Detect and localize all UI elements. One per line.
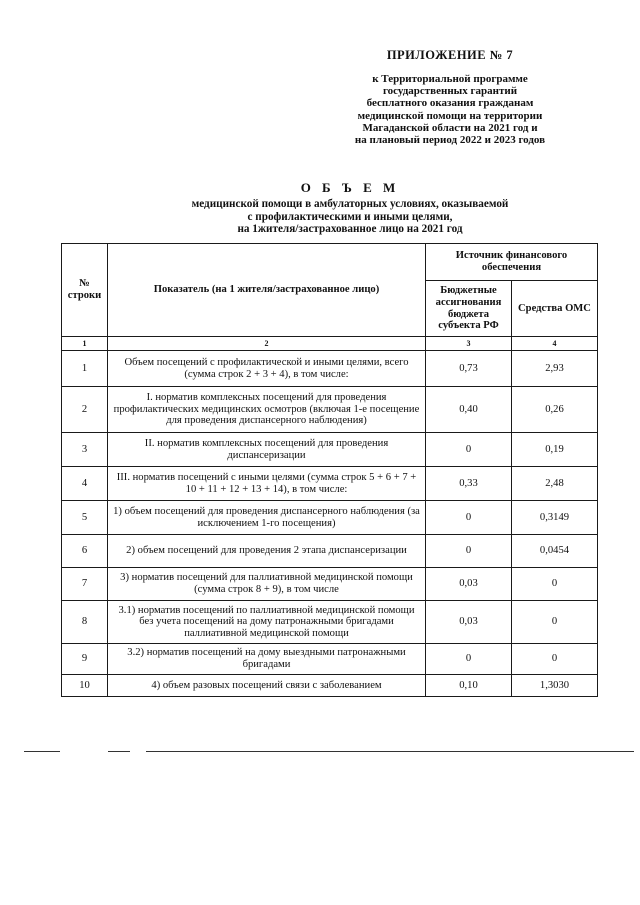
row-oms-value: 1,3030 <box>512 675 598 697</box>
row-oms-value: 0 <box>512 644 598 675</box>
appendix-block <box>300 48 600 146</box>
footer-rule <box>24 751 60 752</box>
appendix-line: бесплатного оказания гражданам <box>366 97 534 110</box>
row-number: 4 <box>62 467 108 501</box>
table-row <box>62 535 598 568</box>
row-number: 5 <box>62 501 108 535</box>
row-indicator: 2) объем посещений для проведения 2 этапа диспансеризации <box>108 535 426 568</box>
footer-rule <box>108 751 130 752</box>
row-budget-value: 0 <box>426 433 512 467</box>
row-number: 1 <box>62 351 108 387</box>
header-indicator: Показатель (на 1 жителя/застрахованное лицо) <box>108 244 426 337</box>
table-row <box>62 467 598 501</box>
row-budget-value: 0 <box>426 644 512 675</box>
row-budget-value: 0,03 <box>426 601 512 644</box>
table-row <box>62 387 598 433</box>
column-index: 2 <box>108 337 426 351</box>
row-budget-value: 0,10 <box>426 675 512 697</box>
row-indicator: 4) объем разовых посещений связи с заболеванием <box>108 675 426 697</box>
row-indicator: III. норматив посещений с иными целями (сумма строк 5 + 6 + 7 + 10 + 11 + 12 + 13 + 14), в том числе: <box>108 467 426 501</box>
header-budget: Бюджетные ассигнования бюджета субъекта РФ <box>426 281 512 337</box>
row-oms-value: 0,19 <box>512 433 598 467</box>
row-oms-value: 0 <box>512 568 598 601</box>
row-oms-value: 2,93 <box>512 351 598 387</box>
row-budget-value: 0 <box>426 535 512 568</box>
row-indicator: 3) норматив посещений для паллиативной медицинской помощи (сумма строк 8 + 9), в том числе <box>108 568 426 601</box>
header-oms: Средства ОМС <box>512 281 598 337</box>
appendix-line: Магаданской области на 2021 год и <box>362 121 538 134</box>
row-indicator: I. норматив комплексных посещений для проведения профилактических медицинских осмотров (включая 1-е посещение для проведения диспансерного наблюдения) <box>108 387 426 433</box>
row-budget-value: 0,40 <box>426 387 512 433</box>
row-number: 7 <box>62 568 108 601</box>
title-line: на 1жителя/застрахованное лицо на 2021 год <box>237 223 463 236</box>
row-number: 8 <box>62 601 108 644</box>
title-word: О Б Ъ Е М <box>300 180 400 195</box>
table-row <box>62 644 598 675</box>
table-row <box>62 501 598 535</box>
appendix-line: к Территориальной программе <box>372 73 528 85</box>
row-indicator: 3.1) норматив посещений по паллиативной медицинской помощи без учета посещений на дому патронажными бригадами паллиативной медицинской помощи <box>108 601 426 644</box>
column-index-row <box>62 337 598 351</box>
row-number: 6 <box>62 535 108 568</box>
row-oms-value: 0,0454 <box>512 535 598 568</box>
row-number: 3 <box>62 433 108 467</box>
table-row <box>62 433 598 467</box>
appendix-title: ПРИЛОЖЕНИЕ № 7 <box>386 48 514 62</box>
footer-rule <box>146 751 634 752</box>
header-source: Источник финансового обеспечения <box>426 244 598 281</box>
row-number: 9 <box>62 644 108 675</box>
row-budget-value: 0 <box>426 501 512 535</box>
row-oms-value: 0,3149 <box>512 501 598 535</box>
column-index: 1 <box>62 337 108 351</box>
column-index: 3 <box>426 337 512 351</box>
row-indicator: Объем посещений с профилактической и иными целями, всего (сумма строк 2 + 3 + 4), в том числе: <box>108 351 426 387</box>
table-row <box>62 351 598 387</box>
row-oms-value: 0 <box>512 601 598 644</box>
row-budget-value: 0,33 <box>426 467 512 501</box>
table-header-row <box>62 244 598 281</box>
title-line: медицинской помощи в амбулаторных условиях, оказываемой <box>191 198 509 210</box>
row-number: 2 <box>62 387 108 433</box>
table-row <box>62 601 598 644</box>
appendix-line: на плановый период 2022 и 2023 годов <box>354 134 546 147</box>
header-row-no: № строки <box>62 244 108 337</box>
row-budget-value: 0,73 <box>426 351 512 387</box>
table-row <box>62 568 598 601</box>
row-indicator: II. норматив комплексных посещений для проведения диспансеризации <box>108 433 426 467</box>
appendix-line: государственных гарантий <box>382 85 518 98</box>
appendix-line: медицинской помощи на территории <box>357 109 543 122</box>
column-index: 4 <box>512 337 598 351</box>
row-number: 10 <box>62 675 108 697</box>
table-row <box>62 675 598 697</box>
row-oms-value: 2,48 <box>512 467 598 501</box>
document-title <box>60 180 640 236</box>
title-line: с профилактическими и иными целями, <box>247 210 453 223</box>
row-oms-value: 0,26 <box>512 387 598 433</box>
row-indicator: 1) объем посещений для проведения диспансерного наблюдения (за исключением 1-го посещения) <box>108 501 426 535</box>
row-budget-value: 0,03 <box>426 568 512 601</box>
volume-table <box>61 243 598 697</box>
row-indicator: 3.2) норматив посещений на дому выездными патронажными бригадами <box>108 644 426 675</box>
